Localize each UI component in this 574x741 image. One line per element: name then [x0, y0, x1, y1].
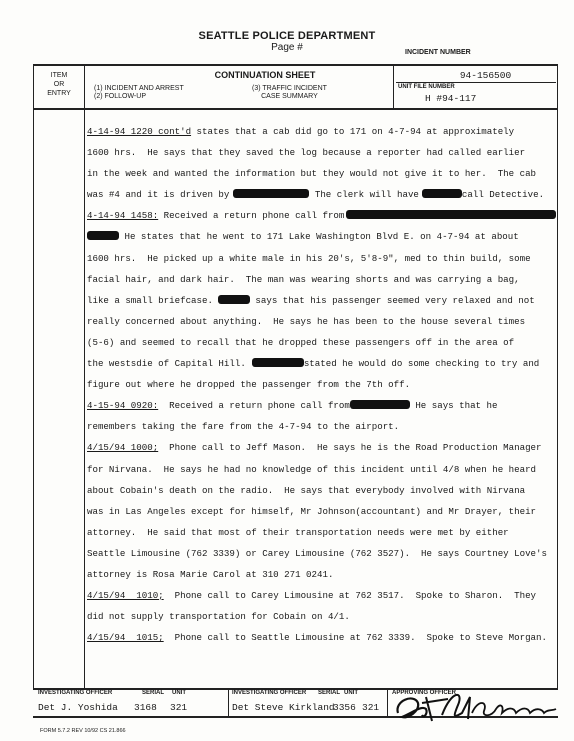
narrative-line: attorney. He said that most of their transportation needs were met by either [87, 526, 509, 538]
narrative-line: 4-14-94 1458: Received a return phone call from [87, 205, 557, 226]
investigating-officer2-name: Det Steve Kirkland [232, 702, 335, 713]
narrative-line: 1600 hrs. He says that they saved the log because a reporter had called earlier [87, 147, 526, 159]
department-title: SEATTLE POLICE DEPARTMENT [198, 30, 376, 42]
entry-timestamp: 4/15/94 1000; [87, 442, 159, 454]
investigating-officer-label: INVESTIGATING OFFICER [38, 690, 113, 696]
narrative-line: was in Las Angeles except for himself, Mr Johnson(accountant) and Mr Drayer, their [87, 505, 537, 517]
redaction-bar [422, 189, 462, 198]
unit-file-number-value: H #94-117 [425, 93, 477, 104]
redaction-bar [218, 295, 250, 304]
entry-timestamp: 4/15/94 1015; [87, 632, 164, 644]
narrative-line: Seattle Limousine (762 3339) or Carey Limousine (762 3527). He says Courtney Love's [87, 547, 547, 559]
right-border [557, 64, 558, 688]
sheet-type-options-right: (3) TRAFFIC INCIDENT CASE SUMMARY [252, 85, 327, 100]
investigating-officer-serial: 3168 [134, 702, 157, 713]
footer-divider-1 [228, 688, 229, 717]
incident-number-underline [396, 82, 556, 83]
entry-timestamp: 4-14-94 1458: [87, 210, 159, 222]
redaction-bar [233, 189, 309, 198]
narrative-line: (5-6) and seemed to recall that he dropped these passengers off in the area of [87, 336, 515, 348]
redaction-bar [346, 210, 556, 219]
narrative-line: about Cobain's death on the radio. He says that everybody involved with Nirvana [87, 484, 526, 496]
narrative-line: for Nirvana. He says he had no knowledge of this incident until 4/8 when he heard [87, 463, 537, 475]
narrative-line: facial hair, and dark hair. The man was wearing shorts and was carrying a bag, [87, 273, 520, 285]
narrative-line: attorney is Rosa Marie Carol at 310 271 0241. [87, 568, 334, 580]
investigating-officer2-label: INVESTIGATING OFFICER [232, 690, 307, 696]
incident-number-label: INCIDENT NUMBER [405, 49, 471, 56]
incident-number-value: 94-156500 [459, 70, 512, 81]
form-top-border [33, 64, 558, 66]
approving-officer-signature [392, 683, 562, 727]
approving-officer-label: APPROVING OFFICER [392, 690, 457, 696]
unit2-label: UNIT [344, 690, 358, 696]
investigating-officer-unit: 321 [170, 702, 188, 713]
narrative-line: 4-15-94 0920: Received a return phone call from He says that he [87, 400, 498, 412]
redaction-bar [87, 231, 119, 240]
item-or-entry-label: ITEM OR ENTRY [47, 72, 71, 97]
narrative-line: 4/15/94 1000; Phone call to Jeff Mason. He says he is the Road Production Manager [87, 442, 542, 454]
narrative-line: really concerned about anything. He says he has been to the house several times [87, 315, 526, 327]
unit-file-number-label: UNIT FILE NUMBER [398, 84, 455, 90]
footer-divider-2 [387, 688, 388, 717]
narrative-line: 4/15/94 1015; Phone call to Seattle Limousine at 762 3339. Spoke to Steve Morgan. [87, 632, 547, 644]
entry-timestamp: 4-14-94 1220 cont'd [87, 126, 192, 137]
header-bottom-border [33, 108, 558, 110]
redaction-bar [350, 400, 410, 409]
form-number: FORM 5.7.2 REV 10/92 CS 21.866 [40, 728, 126, 734]
narrative-line: remembers taking the fare from the 4-7-94 to the airport. [87, 421, 400, 433]
narrative-line: 4-14-94 1220 cont'd states that a cab did go to 171 on 4-7-94 at approximately [87, 126, 515, 137]
redaction-bar [252, 358, 304, 367]
narrative-line: was #4 and it is driven by The clerk will have call Detective. [87, 189, 545, 201]
narrative-line: did not supply transportation for Cobain on 4/1. [87, 611, 350, 623]
left-border [33, 64, 34, 688]
serial2-label: SERIAL [318, 690, 341, 696]
narrative-line: figure out where he dropped the passenger from the 7th off. [87, 379, 411, 391]
entry-timestamp: 4-15-94 0920: [87, 400, 159, 412]
unit-label: UNIT [172, 690, 186, 696]
narrative-line: the westsdie of Capital Hill. stated he would do some checking to try and [87, 358, 540, 370]
serial-label: SERIAL [142, 690, 165, 696]
narrative-line: He states that he went to 171 Lake Washington Blvd E. on 4-7-94 at about [87, 226, 557, 247]
narrative-body [87, 121, 557, 648]
incident-column-divider [393, 64, 394, 109]
narrative-line: 1600 hrs. He picked up a white male in his 20's, 5'8-9", med to thin build, some [87, 252, 531, 264]
entry-timestamp: 4/15/94 1010; [87, 590, 164, 602]
item-column-divider [84, 64, 85, 688]
narrative-line: like a small briefcase. says that his passenger seemed very relaxed and not [87, 294, 535, 306]
page-label: Page # [271, 42, 303, 53]
investigating-officer-name: Det J. Yoshida [38, 702, 118, 713]
sheet-type-options-left: (1) INCIDENT AND ARREST (2) FOLLOW-UP [94, 85, 184, 100]
investigating-officer2-unit: 321 [362, 702, 380, 713]
narrative-line: in the week and wanted the information but they would not give it to her. The cab [87, 168, 537, 180]
investigating-officer2-serial: 3356 [333, 702, 356, 713]
narrative-line: 4/15/94 1010; Phone call to Carey Limousine at 762 3517. Spoke to Sharon. They [87, 590, 537, 602]
continuation-sheet-title: CONTINUATION SHEET [214, 70, 316, 80]
